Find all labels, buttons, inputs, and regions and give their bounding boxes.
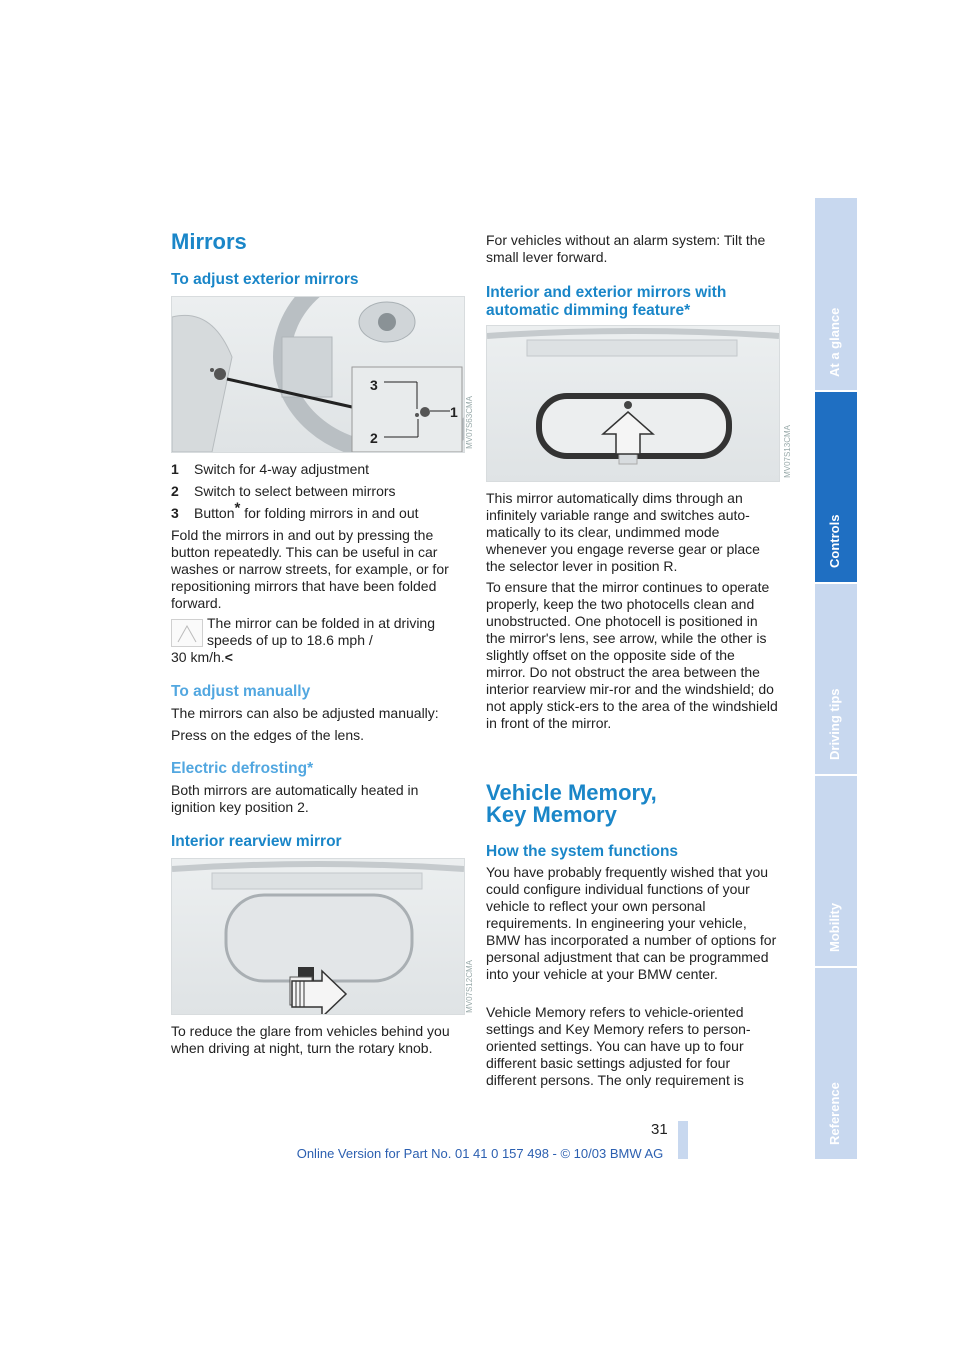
option-star: *: [234, 499, 241, 517]
memory-paragraph-2: Vehicle Memory refers to vehicle-oriented settings and Key Memory refers to person-oriented settings. You can have up to four different basic settings adjusted for four different persons. The only requirement is: [486, 1004, 751, 1088]
tab-label: Driving tips: [827, 688, 842, 760]
note-line-3: [171, 649, 233, 666]
note-text: 30 km/h.: [171, 649, 225, 665]
figure-code: MV07S12CMA: [465, 960, 474, 1013]
dimming-paragraph-2: To ensure that the mirror continues to operate properly, keep the two photocells clean and unobstructed. One photocell is positioned in the mirror's lens, see arrow, while the other is slightly offset on the opposite side of the mirror. Do not obstruct the area between the interior rearview mir-ror and the windshield; do not apply stick-ers to the area of the windshield in front of the mirror.: [486, 579, 778, 731]
rearview-mirror-illustration: [172, 859, 464, 1014]
end-mark: <: [224, 649, 233, 665]
list-item: [171, 461, 369, 478]
heading-how-system-functions: How the system functions: [486, 843, 679, 860]
item-number: 1: [171, 461, 179, 477]
tab-label: Controls: [827, 514, 842, 568]
interior-mirror-figure: [171, 858, 465, 1015]
tab-at-a-glance[interactable]: [815, 198, 857, 391]
tab-label: Mobility: [827, 902, 842, 952]
tab-label: Reference: [827, 1082, 842, 1145]
figure-code: MV07S63CMA: [465, 396, 474, 449]
heading-dimming-line-1: Interior and exterior mirrors with: [486, 284, 727, 301]
tab-controls[interactable]: [815, 392, 857, 582]
heading-electric-defrosting: Electric defrosting*: [171, 760, 314, 777]
dimming-mirror-figure: [486, 325, 780, 482]
item-number: 3: [171, 505, 179, 521]
item-text: Switch to select between mirrors: [194, 483, 396, 499]
callout-2: 2: [370, 430, 378, 446]
tab-driving-tips[interactable]: [815, 584, 857, 774]
alarm-paragraph: For vehicles without an alarm system: Tilt the small lever forward.: [486, 232, 766, 265]
tab-label: At a glance: [827, 307, 842, 377]
heading-exterior-mirrors: To adjust exterior mirrors: [171, 271, 359, 288]
list-item: [171, 483, 396, 500]
note-line-2: speeds of up to 18.6 mph /: [207, 632, 373, 648]
item-text: Switch for 4-way adjustment: [194, 461, 370, 477]
note-icon: [171, 619, 203, 647]
tab-reference[interactable]: [815, 968, 857, 1159]
heading-interior-rearview-mirror: Interior rearview mirror: [171, 833, 342, 850]
footer-note: Online Version for Part No. 01 41 0 157 498 - © 10/03 BMW AG: [296, 1146, 664, 1161]
note-triangle-icon: [172, 620, 202, 646]
section-title-mirrors: Mirrors: [171, 229, 247, 254]
page-number: 31: [651, 1121, 668, 1138]
section-title-memory-line-2: Key Memory: [486, 802, 617, 827]
list-item: [171, 499, 419, 522]
defrost-paragraph: Both mirrors are automatically heated in ignition key position 2.: [171, 782, 419, 815]
figure-code: MV07S13CMA: [783, 425, 792, 478]
interior-paragraph: To reduce the glare from vehicles behind you when driving at night, turn the rotary knob.: [171, 1023, 450, 1056]
manual-paragraph-2: Press on the edges of the lens.: [171, 727, 365, 743]
manual-paragraph-1: The mirrors can also be adjusted manually:: [171, 705, 439, 721]
section-title-memory-line-1: Vehicle Memory,: [486, 780, 657, 805]
dimming-mirror-illustration: [487, 326, 779, 481]
memory-paragraph-1: You have probably frequently wished that you could configure individual functions of your vehicle to reflect your own personal requirements. In engineering your vehicle, BMW has incorporated a number of options for personal adjustment that can be programmed into your vehicle at your BMW center.: [486, 864, 777, 982]
callout-3: 3: [370, 377, 378, 393]
item-number: 2: [171, 483, 179, 499]
exterior-mirror-figure: [171, 296, 465, 453]
heading-dimming-line-2: automatic dimming feature*: [486, 302, 691, 319]
fold-paragraph: Fold the mirrors in and out by pressing the button repeatedly. This can be useful in car washes or narrow streets, for example, or for repositioning mirrors that have been folded forward.: [171, 527, 449, 611]
tab-mobility[interactable]: [815, 776, 857, 966]
dimming-paragraph-1: This mirror automatically dims through an infinitely variable range and switches auto-matically to its clear, undimmed mode whenever you engage reverse gear or place the selector lever in position R.: [486, 490, 760, 574]
item-text: for folding mirrors in and out: [240, 505, 419, 521]
note-line-1: The mirror can be folded in at driving: [207, 615, 435, 631]
callout-1: 1: [450, 404, 458, 420]
heading-adjust-manually: To adjust manually: [171, 683, 311, 700]
steering-wheel-illustration: [172, 297, 464, 452]
item-text: Button: [194, 505, 235, 521]
